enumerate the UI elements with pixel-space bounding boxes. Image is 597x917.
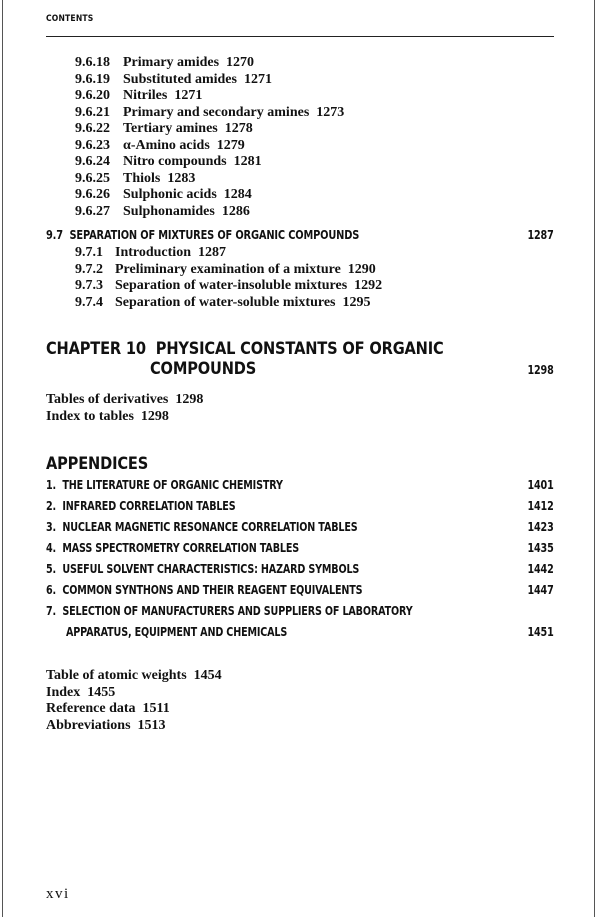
appendix-title: THE LITERATURE OF ORGANIC CHEMISTRY — [62, 478, 283, 492]
appendix-title: INFRARED CORRELATION TABLES — [62, 499, 236, 513]
entry-page: 1283 — [167, 170, 196, 186]
toc-entry[interactable] — [75, 204, 250, 221]
appendix-title: MASS SPECTROMETRY CORRELATION TABLES — [62, 541, 299, 555]
appendix-item[interactable] — [46, 478, 283, 492]
entry-number: 9.6.23 — [75, 137, 110, 153]
appendix-number: 3. — [46, 520, 57, 534]
appendix-number: 6. — [46, 583, 57, 597]
appendix-number: 5. — [46, 562, 57, 576]
toc-entry[interactable] — [75, 278, 382, 295]
entry-title: Tertiary amines — [123, 121, 218, 136]
appendix-title: USEFUL SOLVENT CHARACTERISTICS: HAZARD SYMBOLS — [62, 562, 360, 576]
entry-title: Separation of water-soluble mixtures — [115, 294, 336, 310]
entry-page: 1270 — [226, 55, 255, 70]
entry-page: 1271 — [243, 71, 272, 87]
entry-title: Index — [46, 684, 81, 700]
toc-entry[interactable] — [75, 138, 245, 155]
toc-entry[interactable] — [75, 105, 344, 122]
entry-number: 9.7.2 — [75, 261, 103, 277]
page-border-left — [2, 0, 3, 917]
toc-entry[interactable] — [75, 262, 376, 279]
section-number: 9.7 — [46, 228, 63, 242]
entry-number: 9.6.20 — [75, 88, 110, 103]
entry-title: Thiols — [123, 170, 161, 186]
entry-title: Nitriles — [123, 88, 168, 103]
entry-title: Sulphonamides — [123, 203, 215, 219]
entry-title: Separation of water-insoluble mixtures — [115, 278, 348, 293]
entry-page: 1292 — [354, 278, 383, 293]
appendix-title-line1: SELECTION OF MANUFACTURERS AND SUPPLIERS OF LABORATORY — [62, 604, 413, 618]
entry-page: 1279 — [216, 137, 245, 153]
entry-number: 9.7.4 — [75, 294, 103, 310]
entry-title: Introduction — [115, 245, 191, 260]
entry-title: α-Amino acids — [123, 137, 210, 153]
appendix-number: 7. — [46, 604, 57, 618]
entry-title: Substituted amides — [123, 71, 237, 87]
entry-number: 9.7.3 — [75, 278, 103, 293]
toc-entry[interactable] — [46, 409, 169, 426]
appendix-item[interactable] — [46, 499, 235, 513]
chapter-title-line1: PHYSICAL CONSTANTS OF ORGANIC — [155, 339, 444, 359]
toc-entry[interactable] — [46, 701, 170, 718]
appendix-number: 1. — [46, 478, 57, 492]
entry-number: 9.6.18 — [75, 55, 110, 70]
page-border-right — [594, 0, 595, 917]
entry-page: 1281 — [233, 154, 262, 169]
entry-page: 1298 — [175, 392, 204, 407]
entry-title: Table of atomic weights — [46, 668, 187, 683]
toc-entry[interactable] — [75, 55, 254, 72]
entry-number: 9.7.1 — [75, 245, 103, 260]
appendix-page: 1442 — [527, 562, 554, 576]
entry-number: 9.6.27 — [75, 203, 110, 219]
toc-entry[interactable] — [75, 121, 253, 138]
running-head: CONTENTS — [46, 14, 94, 24]
section-title: SEPARATION OF MIXTURES OF ORGANIC COMPOUNDS — [69, 228, 360, 242]
header-rule — [46, 36, 554, 37]
appendix-item[interactable] — [46, 604, 412, 618]
entry-title: Primary amides — [123, 55, 220, 70]
appendix-page: 1447 — [527, 583, 554, 597]
section-heading-9-7[interactable] — [46, 228, 359, 242]
appendix-item[interactable] — [46, 583, 362, 597]
entry-number: 9.6.21 — [75, 104, 110, 120]
entry-title: Reference data — [46, 701, 136, 716]
entry-page: 1513 — [137, 717, 166, 733]
toc-entry[interactable] — [75, 72, 272, 89]
entry-number: 9.6.24 — [75, 154, 110, 169]
chapter-label: CHAPTER 10 — [46, 339, 146, 359]
page-folio: xvi — [46, 886, 70, 902]
entry-number: 9.6.22 — [75, 121, 110, 136]
toc-entry[interactable] — [75, 295, 370, 312]
entry-page: 1455 — [87, 684, 116, 700]
toc-entry[interactable] — [46, 718, 166, 735]
appendix-item[interactable] — [46, 541, 299, 555]
entry-title: Nitro compounds — [123, 154, 227, 169]
toc-entry[interactable] — [75, 187, 252, 204]
entry-page: 1290 — [347, 261, 376, 277]
entry-page: 1454 — [193, 668, 222, 683]
appendix-title: NUCLEAR MAGNETIC RESONANCE CORRELATION TABLES — [62, 520, 358, 534]
appendix-item[interactable] — [46, 562, 359, 576]
appendix-page: 1401 — [527, 478, 554, 492]
entry-page: 1298 — [140, 408, 169, 424]
entry-page: 1295 — [342, 294, 371, 310]
toc-entry[interactable] — [46, 392, 203, 409]
toc-entry[interactable] — [75, 88, 202, 105]
toc-entry[interactable] — [75, 171, 195, 188]
toc-entry[interactable] — [46, 685, 115, 702]
appendix-number: 2. — [46, 499, 57, 513]
entry-title: Abbreviations — [46, 717, 131, 733]
entry-page: 1278 — [224, 121, 253, 136]
appendix-page: 1451 — [527, 625, 554, 639]
toc-entry[interactable] — [75, 154, 262, 171]
entry-title: Tables of derivatives — [46, 392, 169, 407]
entry-page: 1287 — [197, 245, 226, 260]
appendix-page: 1435 — [527, 541, 554, 555]
appendix-title-line2: APPARATUS, EQUIPMENT AND CHEMICALS — [66, 625, 288, 639]
appendix-page: 1423 — [527, 520, 554, 534]
appendix-item[interactable] — [46, 520, 357, 534]
toc-entry[interactable] — [75, 245, 226, 262]
appendices-heading: APPENDICES — [46, 454, 149, 474]
entry-title: Index to tables — [46, 408, 134, 424]
entry-title: Primary and secondary amines — [123, 104, 310, 120]
entry-number: 9.6.26 — [75, 187, 110, 202]
entry-title: Sulphonic acids — [123, 187, 217, 202]
toc-entry[interactable] — [46, 668, 222, 685]
appendix-page: 1412 — [527, 499, 554, 513]
chapter-title-line2: COMPOUNDS — [150, 359, 257, 379]
entry-page: 1511 — [142, 701, 170, 716]
entry-page: 1286 — [221, 203, 250, 219]
entry-page: 1271 — [174, 88, 203, 103]
section-page: 1287 — [527, 228, 554, 242]
appendix-title: COMMON SYNTHONS AND THEIR REAGENT EQUIVALENTS — [62, 583, 363, 597]
chapter-10-heading[interactable] — [46, 339, 444, 359]
entry-number: 9.6.19 — [75, 71, 110, 87]
entry-page: 1284 — [223, 187, 252, 202]
entry-page: 1273 — [316, 104, 345, 120]
chapter-page: 1298 — [527, 363, 554, 377]
entry-number: 9.6.25 — [75, 170, 110, 186]
entry-title: Preliminary examination of a mixture — [115, 261, 341, 277]
appendix-number: 4. — [46, 541, 57, 555]
